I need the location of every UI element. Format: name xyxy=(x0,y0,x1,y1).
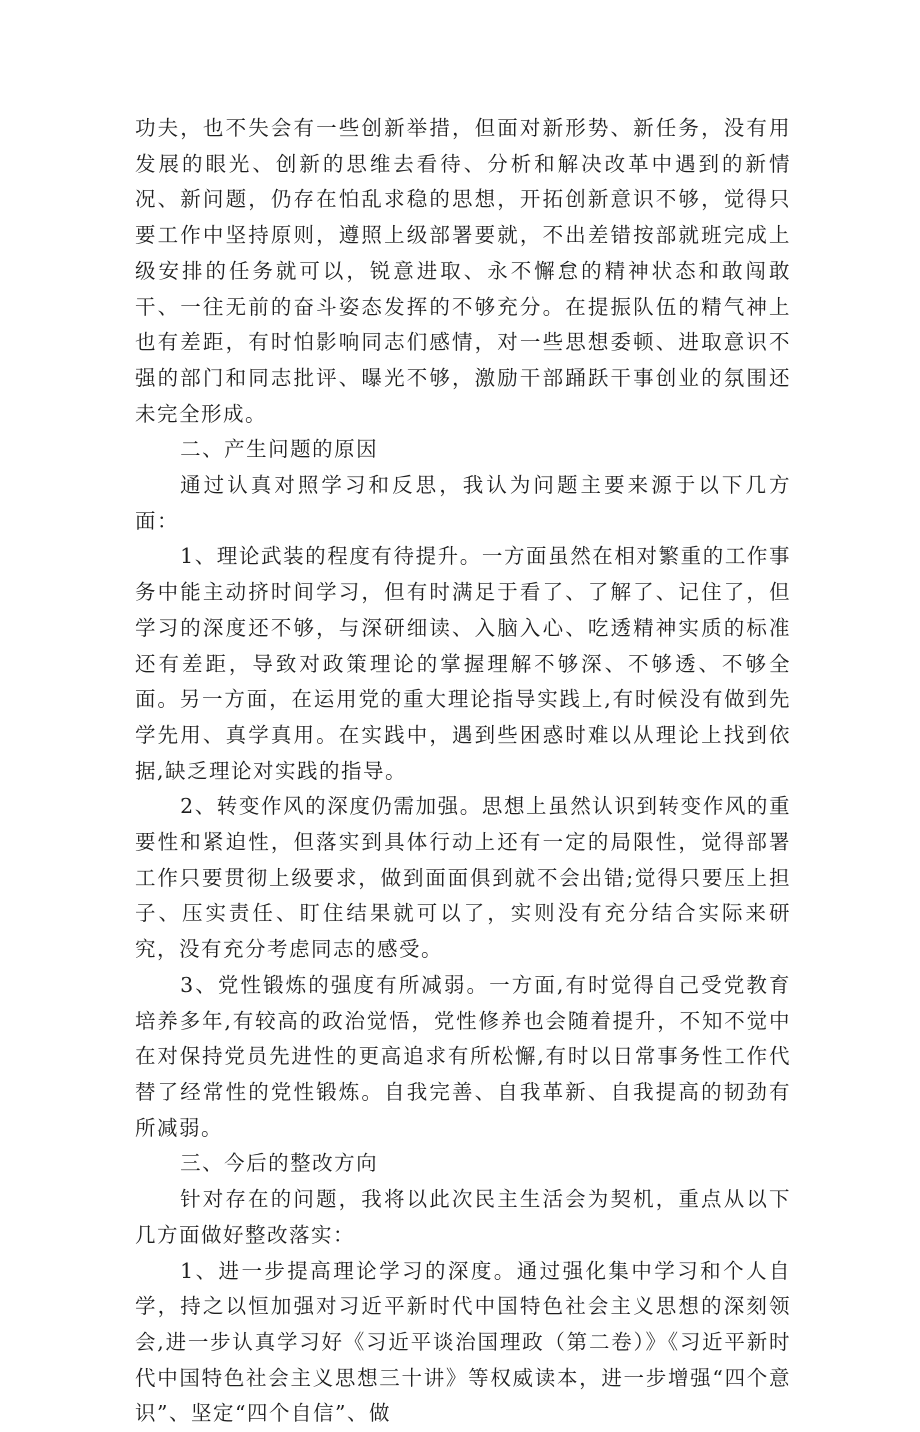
paragraph-cause-1: 1、理论武装的程度有待提升。一方面虽然在相对繁重的工作事务中能主动挤时间学习，但有时满足于看了、了解了、记住了，但学习的深度还不够，与深研细读、入脑入心、吃透精神实质的标准还有差距，导致对政策理论的掌握理解不够深、不够透、不够全面。另一方面，在运用党的重大理论指导实践上,有时候没有做到先学先用、真学真用。在实践中，遇到些困惑时难以从理论上找到依据,缺乏理论对实践的指导。 xyxy=(135,539,791,789)
section-heading-causes: 二、产生问题的原因 xyxy=(135,432,791,468)
paragraph-rectification-1: 1、进一步提高理论学习的深度。通过强化集中学习和个人自学，持之以恒加强对习近平新时代中国特色社会主义思想的深刻领会,进一步认真学习好《习近平谈治国理政（第二卷）》《习近平新时代中国特色社会主义思想三十讲》等权威读本，进一步增强“四个意识”、坚定“四个自信”、做 xyxy=(135,1254,791,1432)
paragraph-cause-2: 2、转变作风的深度仍需加强。思想上虽然认识到转变作风的重要性和紧迫性，但落实到具体行动上还有一定的局限性，觉得部署工作只要贯彻上级要求，做到面面俱到就不会出错;觉得只要压上担子、压实责任、盯住结果就可以了，实则没有充分结合实际来研究，没有充分考虑同志的感受。 xyxy=(135,789,791,968)
section-heading-rectification: 三、今后的整改方向 xyxy=(135,1146,791,1182)
paragraph-continuation: 功夫，也不失会有一些创新举措，但面对新形势、新任务，没有用发展的眼光、创新的思维去看待、分析和解决改革中遇到的新情况、新问题，仍存在怕乱求稳的思想，开拓创新意识不够，觉得只要工作中坚持原则，遵照上级部署要就，不出差错按部就班完成上级安排的任务就可以，锐意进取、永不懈怠的精神状态和敢闯敢干、一往无前的奋斗姿态发挥的不够充分。在提振队伍的精气神上也有差距，有时怕影响同志们感情，对一些思想委顿、进取意识不强的部门和同志批评、曝光不够，激励干部踊跃干事创业的氛围还未完全形成。 xyxy=(135,111,791,432)
document-body xyxy=(135,111,791,1432)
paragraph-intro-causes: 通过认真对照学习和反思，我认为问题主要来源于以下几方面： xyxy=(135,468,791,539)
paragraph-intro-rectification: 针对存在的问题，我将以此次民主生活会为契机，重点从以下几方面做好整改落实： xyxy=(135,1182,791,1253)
paragraph-cause-3: 3、党性锻炼的强度有所减弱。一方面,有时觉得自己受党教育培养多年,有较高的政治觉悟，党性修养也会随着提升，不知不觉中在对保持党员先进性的更高追求有所松懈,有时以日常事务性工作代替了经常性的党性锻炼。自我完善、自我革新、自我提高的韧劲有所减弱。 xyxy=(135,968,791,1147)
